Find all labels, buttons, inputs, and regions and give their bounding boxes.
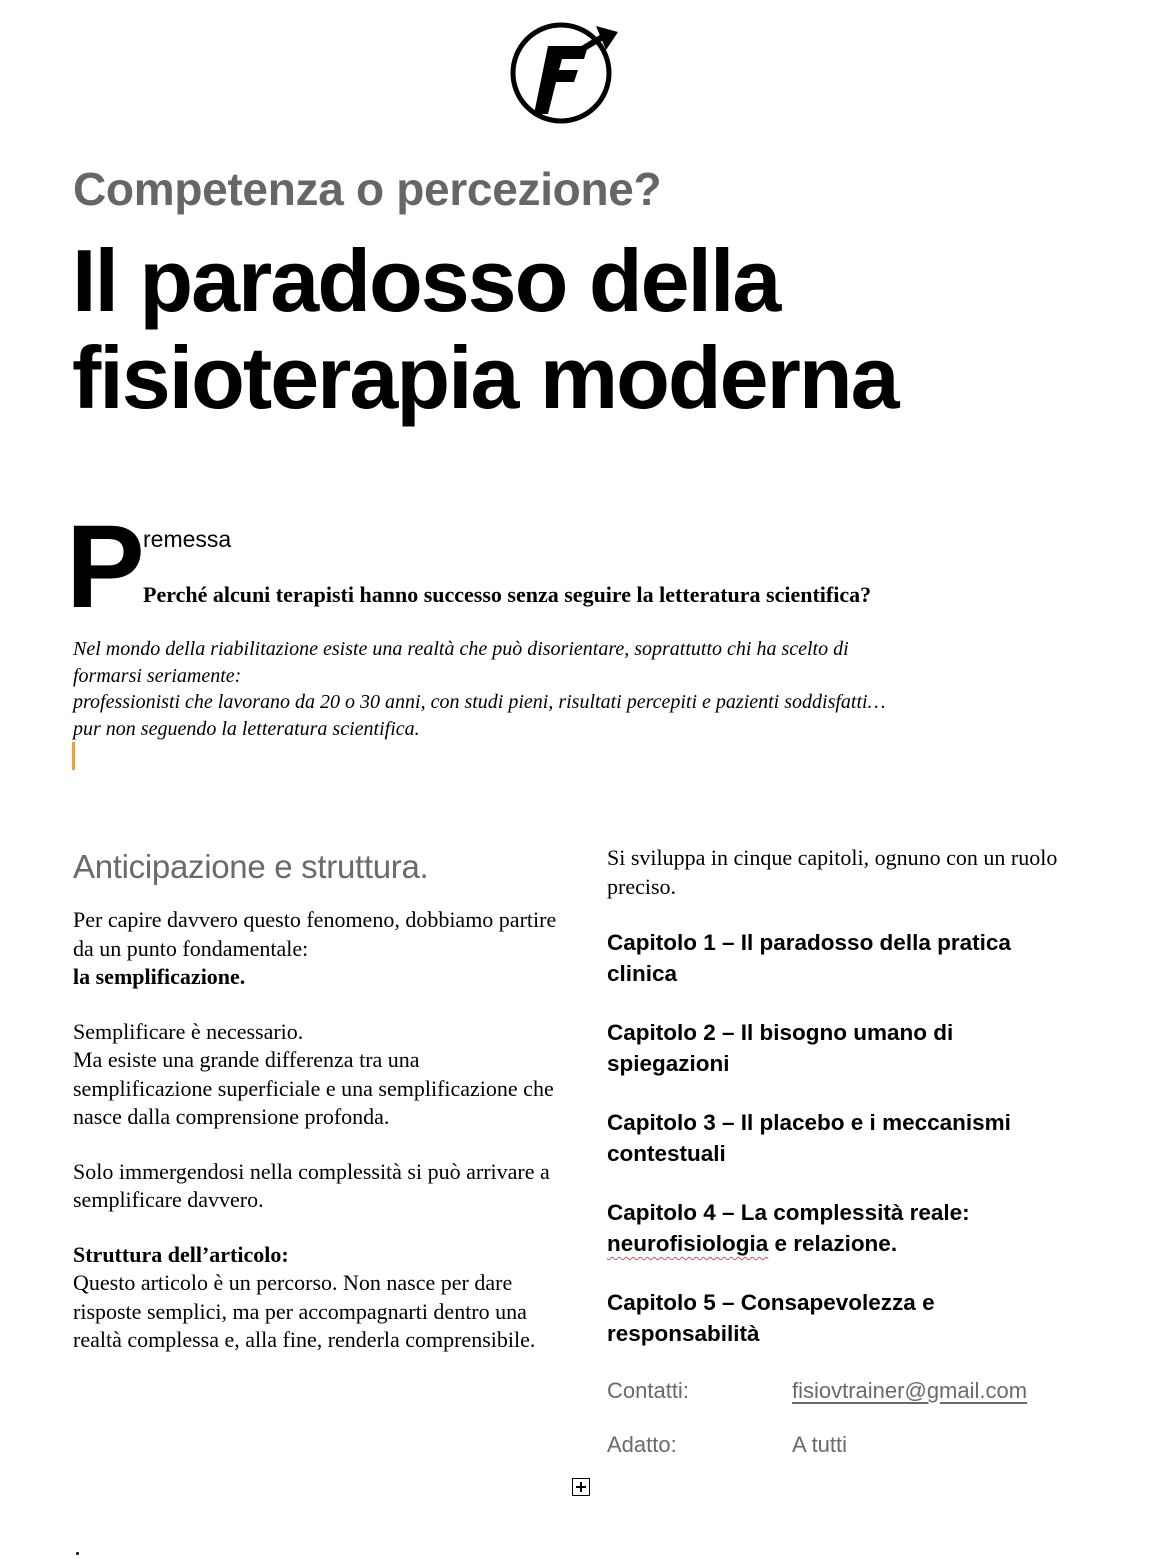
text-cursor[interactable] [72,742,75,770]
structure-paragraph [73,1241,563,1355]
contacts-label: Contatti: [607,1378,689,1403]
structure-label: Struttura dell’articolo: [73,1241,289,1267]
chapter-1: Capitolo 1 – Il paradosso della pratica clinica [607,930,1011,986]
paragraph-1 [73,906,563,992]
page-title [72,232,1132,426]
chapter-4-prefix: Capitolo 4 – La complessità reale: [607,1200,970,1225]
chapter-4 [607,1197,1077,1259]
paragraph-2-line-2: Ma esiste una grande differenza tra una semplificazione superficiale e una semplificazione che nasce dalla comprensione profonda. [73,1047,554,1129]
right-column [607,844,1077,1377]
paragraph-1-bold: la semplificazione. [73,964,246,989]
left-column [73,848,563,1381]
drop-cap: P [66,501,145,633]
intro-line-4: pur non seguendo la letteratura scientifica. [73,717,420,740]
audience-label: Adatto: [607,1432,677,1457]
table-move-handle-icon[interactable] [572,1478,590,1496]
structure-text: Questo articolo è un percorso. Non nasce per dare risposte semplici, ma per accompagnarti dentro una realtà complessa e, alla fine, renderla comprensibile. [73,1270,536,1352]
chapter-5: Capitolo 5 – Consapevolezza e responsabilità [607,1290,935,1346]
contacts-row [607,1378,1028,1404]
intro-line-2: formarsi seriamente: [73,664,242,687]
paragraph-1-text: Per capire davvero questo fenomeno, dobbiamo partire da un punto fondamentale: [73,907,557,961]
intro-line-1: Nel mondo della riabilitazione esiste una realtà che può disorientare, soprattutto chi ha scelto di [73,638,849,660]
intro-paragraph [73,636,1033,742]
fisio-logo-icon [508,16,620,126]
title-line-1: Il paradosso della [72,231,780,330]
paragraph-2-line-1: Semplificare è necessario. [73,1018,304,1044]
chapter-4-suffix: e relazione. [768,1231,898,1256]
premise-heading: remessa [143,526,232,552]
section-heading: Anticipazione e struttura. [73,848,429,885]
paragraph-mark [76,1552,79,1555]
title-line-2: fisioterapia moderna [72,328,898,427]
chapter-2: Capitolo 2 – Il bisogno umano di spiegazioni [607,1020,954,1076]
chapter-3: Capitolo 3 – Il placebo e i meccanismi contestuali [607,1110,1011,1166]
chapters-intro: Si sviluppa in cinque capitoli, ognuno con un ruolo preciso. [607,845,1058,899]
premise-question: Perché alcuni terapisti hanno successo senza seguire la letteratura scientifica? [143,582,872,607]
subtitle: Competenza o percezione? [73,163,662,215]
intro-line-3: professionisti che lavorano da 20 o 30 anni, con studi pieni, risultati percepiti e pazienti soddisfatti… [73,691,886,713]
contacts-email-link[interactable]: fisiovtrainer@gmail.com [792,1378,1028,1403]
audience-row [607,1432,848,1458]
audience-value: A tutti [792,1432,848,1457]
paragraph-2 [73,1018,563,1132]
chapter-4-misspelled-word: neurofisiologia [607,1231,769,1256]
paragraph-3: Solo immergendosi nella complessità si può arrivare a semplificare davvero. [73,1158,550,1212]
